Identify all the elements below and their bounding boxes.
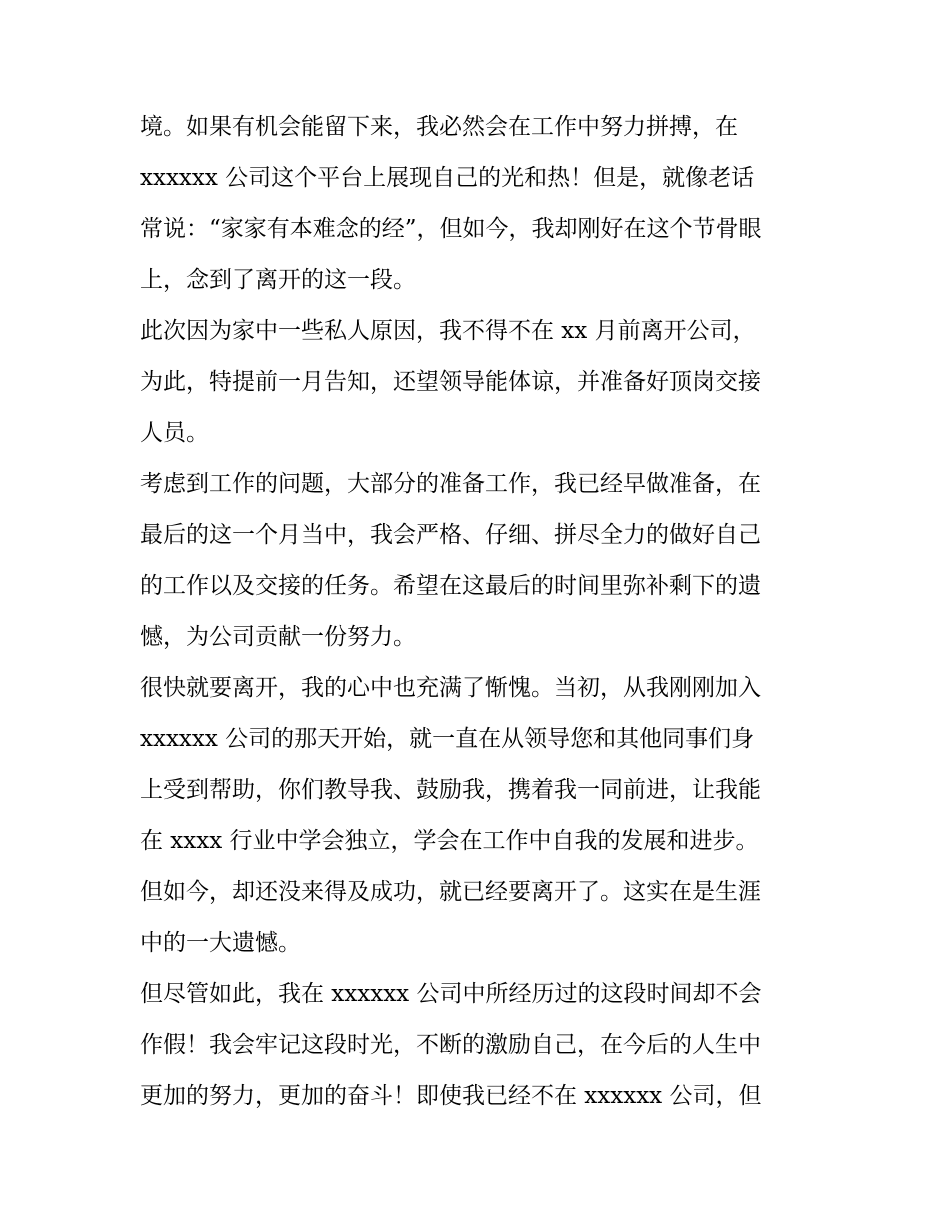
text-line: 常说：“家家有本难念的经”，但如今，我却刚好在这个节骨眼 [140,216,762,242]
text-line: 境。如果有机会能留下来，我必然会在工作中努力拼搏，在 [140,114,738,140]
text-line: 人员。 [140,420,209,446]
text-line: 中的一大遗憾。 [140,930,301,956]
text-line: 作假！我会牢记这段时光，不断的激励自己，在今后的人生中 [140,1032,761,1058]
text-line: 上受到帮助，你们教导我、鼓励我，携着我一同前进，让我能 [140,777,761,803]
text-line: 考虑到工作的问题，大部分的准备工作，我已经早做准备，在 [140,471,761,497]
text-line: 憾，为公司贡献一份努力。 [140,624,416,650]
text-line: xxxxxx 公司的那天开始，就一直在从领导您和其他同事们身 [140,726,755,752]
text-line: 但尽管如此，我在 xxxxxx 公司中所经历过的这段时间却不会 [140,981,762,1007]
text-line: 的工作以及交接的任务。希望在这最后的时间里弥补剩下的遗 [140,573,761,599]
text-line: 为此，特提前一月告知，还望领导能体谅，并准备好顶岗交接 [140,369,761,395]
text-line: 更加的努力，更加的奋斗！即使我已经不在 xxxxxx 公司，但 [140,1083,762,1109]
text-line: 但如今，却还没来得及成功，就已经要离开了。这实在是生涯 [140,879,761,905]
text-line: 此次因为家中一些私人原因，我不得不在 xx 月前离开公司， [140,318,756,344]
text-line: 很快就要离开，我的心中也充满了惭愧。当初，从我刚刚加入 [140,675,761,701]
text-line: 上，念到了离开的这一段。 [140,267,416,293]
text-line: 在 xxxx 行业中学会独立，学会在工作中自我的发展和进步。 [140,828,759,854]
text-line: xxxxxx 公司这个平台上展现自己的光和热！但是，就像老话 [140,165,755,191]
text-line: 最后的这一个月当中，我会严格、仔细、拼尽全力的做好自己 [140,522,761,548]
document-body [140,102,820,1122]
